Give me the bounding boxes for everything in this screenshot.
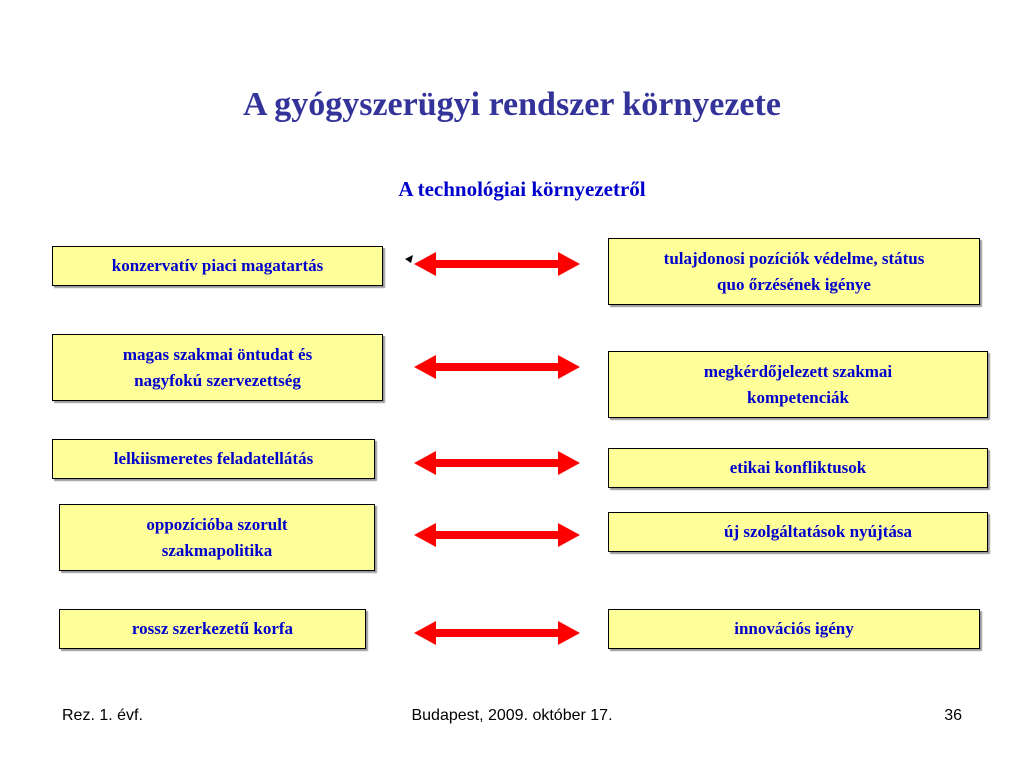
double-arrow-icon — [414, 451, 580, 475]
box-line: etikai konfliktusok — [729, 458, 867, 477]
box-line: nagyfokú szervezettség — [134, 370, 301, 390]
double-arrow-icon — [414, 355, 580, 379]
double-arrow-icon — [414, 621, 580, 645]
box-line: tulajdonosi pozíciók védelme, státus — [663, 248, 925, 268]
slide-subtitle: A technológiai környezetről — [398, 177, 646, 201]
right-box-questioned-competencies — [608, 351, 988, 418]
double-arrow-icon — [414, 252, 580, 276]
box-line: oppozícióba szorult — [146, 514, 288, 534]
left-box-age-structure — [59, 609, 366, 649]
right-box-innovation-demand — [608, 609, 980, 649]
footer-course: Rez. 1. évf. — [62, 707, 143, 724]
right-box-new-services — [608, 512, 988, 552]
box-line: innovációs igény — [734, 619, 854, 638]
box-line: kompetenciák — [746, 387, 849, 407]
left-box-conservative-market — [52, 246, 383, 286]
double-arrow-icon — [414, 523, 580, 547]
left-box-opposition-policy — [59, 504, 375, 571]
slide-title: A gyógyszerügyi rendszer környezete — [243, 86, 781, 123]
box-line: magas szakmai öntudat és — [122, 344, 313, 364]
box-line: szakmapolitika — [161, 540, 273, 560]
box-line: konzervatív piaci magatartás — [111, 256, 324, 275]
left-box-professional-awareness — [52, 334, 383, 401]
footer-date: Budapest, 2009. október 17. — [411, 707, 613, 724]
footer-page-number: 36 — [944, 707, 962, 724]
box-line: lelkiismeretes feladatellátás — [113, 449, 314, 468]
box-line: rossz szerkezetű korfa — [131, 619, 294, 638]
right-box-ethical-conflicts — [608, 448, 988, 488]
left-box-conscientious-duty — [52, 439, 375, 479]
box-line: új szolgáltatások nyújtása — [724, 522, 912, 541]
box-line: quo őrzésének igénye — [717, 274, 871, 294]
box-line: megkérdőjelezett szakmai — [703, 361, 893, 381]
right-box-ownership-protection — [608, 238, 980, 305]
